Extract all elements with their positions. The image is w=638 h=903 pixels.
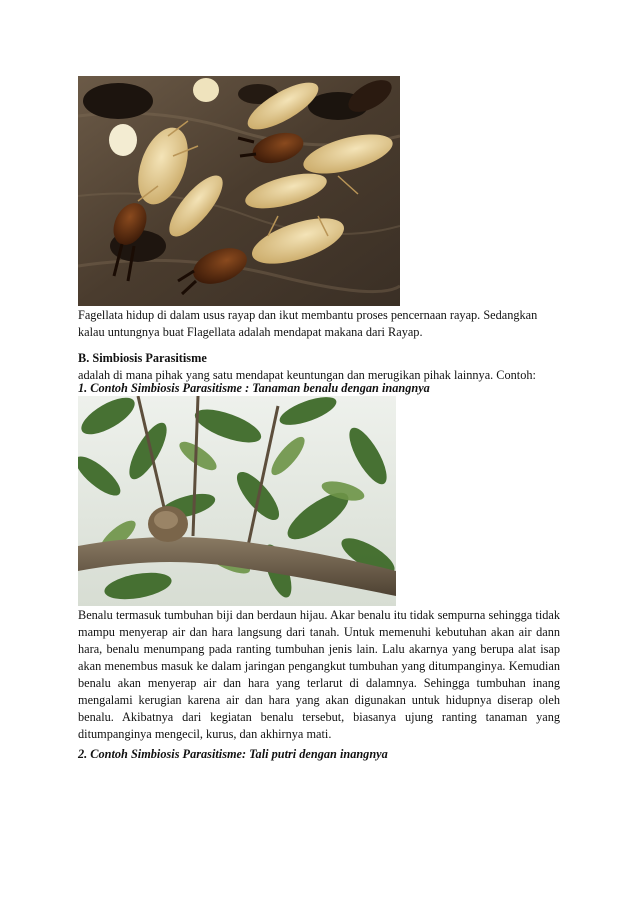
parasitisme-definition: adalah di mana pihak yang satu mendapat keuntungan dan merugikan pihak lainnya. Contoh: — [78, 368, 536, 382]
termite-caption: Fagellata hidup di dalam usus rayap dan ikut membantu proses pencernaan rayap. Sedangkan kalau untungnya buat Flagellata adalah mendapat makana dari Rayap. — [78, 308, 538, 339]
mistletoe-paragraph: Benalu termasuk tumbuhan biji dan berdaun hijau. Akar benalu itu tidak sempurna sehingga tidak mampu menyerap air dan hara langsung dari tanah. Untuk memenuhi kebutuhan akan air dann hara, benalu menumpang pada ranting tumbuhan jenis lain. Lalu akarnya yang berupa alat isap akan menembus masuk ke dalam jaringan pengangkut tumbuhan yang ditumpanginya. Kemudian benalu akan menyerap air dan hara yang terlarut di dalamnya. Sehingga tumbuhan inang mengalami kerugian karena air dan hara yang akan digunakan untuk hidupnya diserap oleh benalu. Akibatnya dari kegiatan benalu tersebut, biasanya ujung ranting tanaman yang ditumpanginya mengecil, kurus, dan akhirnya mati. — [78, 608, 560, 741]
termites-photo — [78, 76, 400, 306]
example-1-title: 1. Contoh Simbiosis Parasitisme : Tanaman benalu dengan inangnya — [78, 381, 430, 395]
section-heading-parasitisme: B. Simbiosis Parasitisme — [78, 351, 207, 365]
mistletoe-photo — [78, 396, 396, 606]
example-2-title: 2. Contoh Simbiosis Parasitisme: Tali putri dengan inangnya — [78, 747, 388, 761]
